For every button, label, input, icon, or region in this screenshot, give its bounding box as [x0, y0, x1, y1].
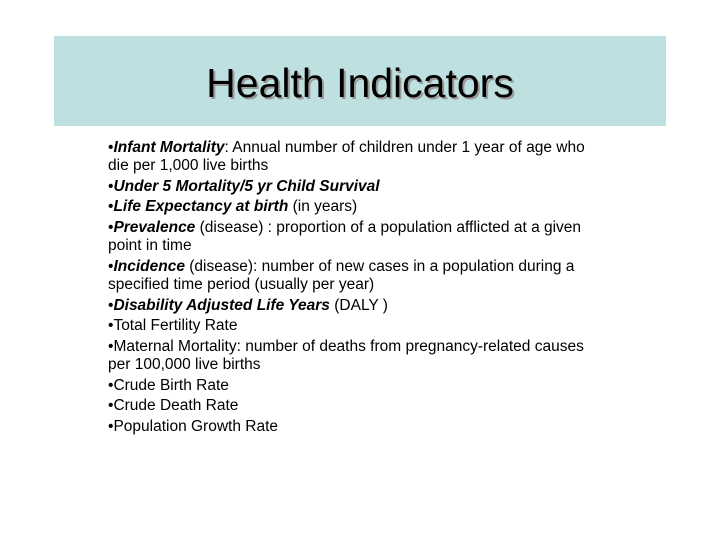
list-item-population-growth-rate	[108, 418, 608, 436]
bullet-marker: •	[108, 218, 114, 236]
bullet-marker: •	[108, 317, 114, 335]
item-text: (in years)	[288, 198, 358, 216]
item-text: Crude Birth Rate	[113, 376, 229, 394]
item-term: Infant Mortality	[113, 139, 225, 156]
list-item-infant-mortality	[108, 139, 608, 175]
slide-title: Health Indicators	[206, 60, 514, 106]
bullet-marker: •	[108, 337, 114, 355]
bullet-marker: •	[108, 139, 114, 156]
list-item-total-fertility-rate	[108, 317, 608, 335]
list-item-daly	[108, 297, 608, 315]
list-item-incidence	[108, 258, 608, 294]
bullet-marker: •	[108, 417, 114, 435]
item-term: Prevalence	[113, 218, 196, 236]
item-text: (disease) : proportion of a population afflicted at a given point in time	[108, 218, 582, 255]
item-term: Disability Adjusted Life Years	[113, 296, 330, 314]
bullet-list	[108, 139, 608, 438]
bullet-marker: •	[108, 177, 114, 195]
item-term: Under 5 Mortality/5 yr Child Survival	[113, 177, 380, 195]
bullet-marker: •	[108, 257, 114, 275]
item-text: (disease): number of new cases in a population during a specified time period (usually per year)	[108, 257, 575, 293]
list-item-life-expectancy	[108, 198, 608, 216]
title-band	[54, 36, 666, 126]
list-item-crude-death-rate	[108, 397, 608, 415]
item-text: (DALY )	[329, 296, 388, 314]
item-text: Total Fertility Rate	[113, 317, 238, 335]
bullet-marker: •	[108, 296, 114, 314]
bullet-marker: •	[108, 376, 114, 394]
item-term: Life Expectancy at birth	[113, 198, 289, 216]
item-text: : Annual number of children under 1 year of age who die per 1,000 live births	[108, 139, 585, 175]
item-text: Population Growth Rate	[113, 417, 279, 435]
list-item-prevalence	[108, 219, 608, 255]
bullet-marker: •	[108, 198, 114, 216]
list-item-under-5-mortality	[108, 178, 608, 196]
item-term: Incidence	[113, 257, 185, 275]
item-text: Maternal Mortality: number of deaths from pregnancy-related causes per 100,000 live births	[108, 337, 584, 373]
bullet-marker: •	[108, 397, 114, 415]
item-text: Crude Death Rate	[113, 397, 239, 415]
list-item-maternal-mortality	[108, 338, 608, 374]
list-item-crude-birth-rate	[108, 377, 608, 395]
